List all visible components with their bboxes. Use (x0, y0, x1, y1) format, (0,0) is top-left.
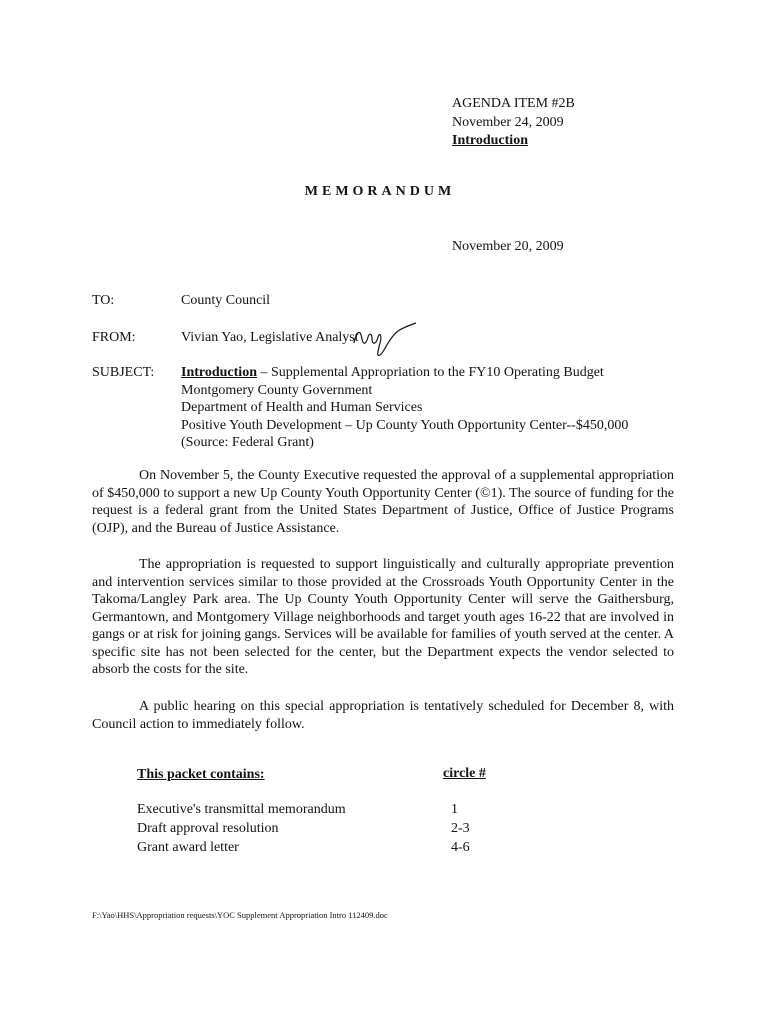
from-label: FROM: (92, 330, 136, 345)
packet-item-label: Grant award letter (137, 840, 239, 855)
packet-item-circle: 1 (451, 802, 458, 817)
packet-item-circle: 2-3 (451, 821, 470, 836)
subject-line3: Department of Health and Human Services (181, 400, 423, 415)
subject-line4: Positive Youth Development – Up County Youth Opportunity Center--$450,000 (181, 417, 629, 433)
subject-line5: (Source: Federal Grant) (181, 435, 314, 450)
memo-date: November 20, 2009 (452, 239, 564, 254)
footer-file-path: F:\Yao\HHS\Appropriation requests\YOC Supplement Appropriation Intro 112409.doc (92, 910, 388, 920)
memo-title: MEMORANDUM (304, 184, 456, 199)
body-paragraph-2: The appropriation is requested to support linguistically and culturally appropriate prevention and intervention services similar to those provided at the Crossroads Youth Opportunity Center in the Takoma/Langley Park area. The Up County Youth Opportunity Center will serve the Gaithersburg, Germantown, and Montgomery Village neighborhoods and target youth ages 16-22 that are involved in gangs or at risk for joining gangs. Services will be available for families of youth served at the center. A specific site has not been selected for the center, but the Department expects the vendor selected to absorb the costs for the site. (92, 557, 675, 677)
subject-line1-rest: – Supplemental Appropriation to the FY10 Operating Budget (256, 365, 604, 380)
agenda-date: November 24, 2009 (452, 114, 564, 130)
from-value: Vivian Yao, Legislative Analyst (181, 330, 359, 345)
subject-value (181, 364, 628, 452)
agenda-stage: Introduction (452, 133, 528, 148)
body-paragraph-1: On November 5, the County Executive requested the approval of a supplemental appropriation of $450,000 to support a new Up County Youth Opportunity Center (©1). The source of funding for the request is a federal grant from the United States Department of Justice, Office of Justice Programs (OJP), and the Bureau of Justice Assistance. (92, 468, 674, 536)
subject-label: SUBJECT: (92, 365, 155, 380)
packet-item-circle: 4-6 (451, 840, 470, 855)
packet-heading: This packet contains: (137, 767, 265, 782)
packet-item-label: Executive's transmittal memorandum (137, 802, 346, 817)
handwritten-initials-signature (350, 319, 420, 359)
circle-heading: circle # (443, 766, 486, 781)
subject-intro-word: Introduction (181, 365, 257, 380)
subject-line2: Montgomery County Government (181, 382, 373, 398)
to-label: TO: (92, 293, 115, 308)
agenda-item: AGENDA ITEM #2B (452, 96, 575, 111)
packet-item-label: Draft approval resolution (137, 821, 279, 836)
to-value: County Council (181, 293, 271, 308)
agenda-header (452, 95, 575, 151)
body-paragraph-3: A public hearing on this special appropriation is tentatively scheduled for December 8, with Council action to immediately follow. (92, 699, 674, 732)
